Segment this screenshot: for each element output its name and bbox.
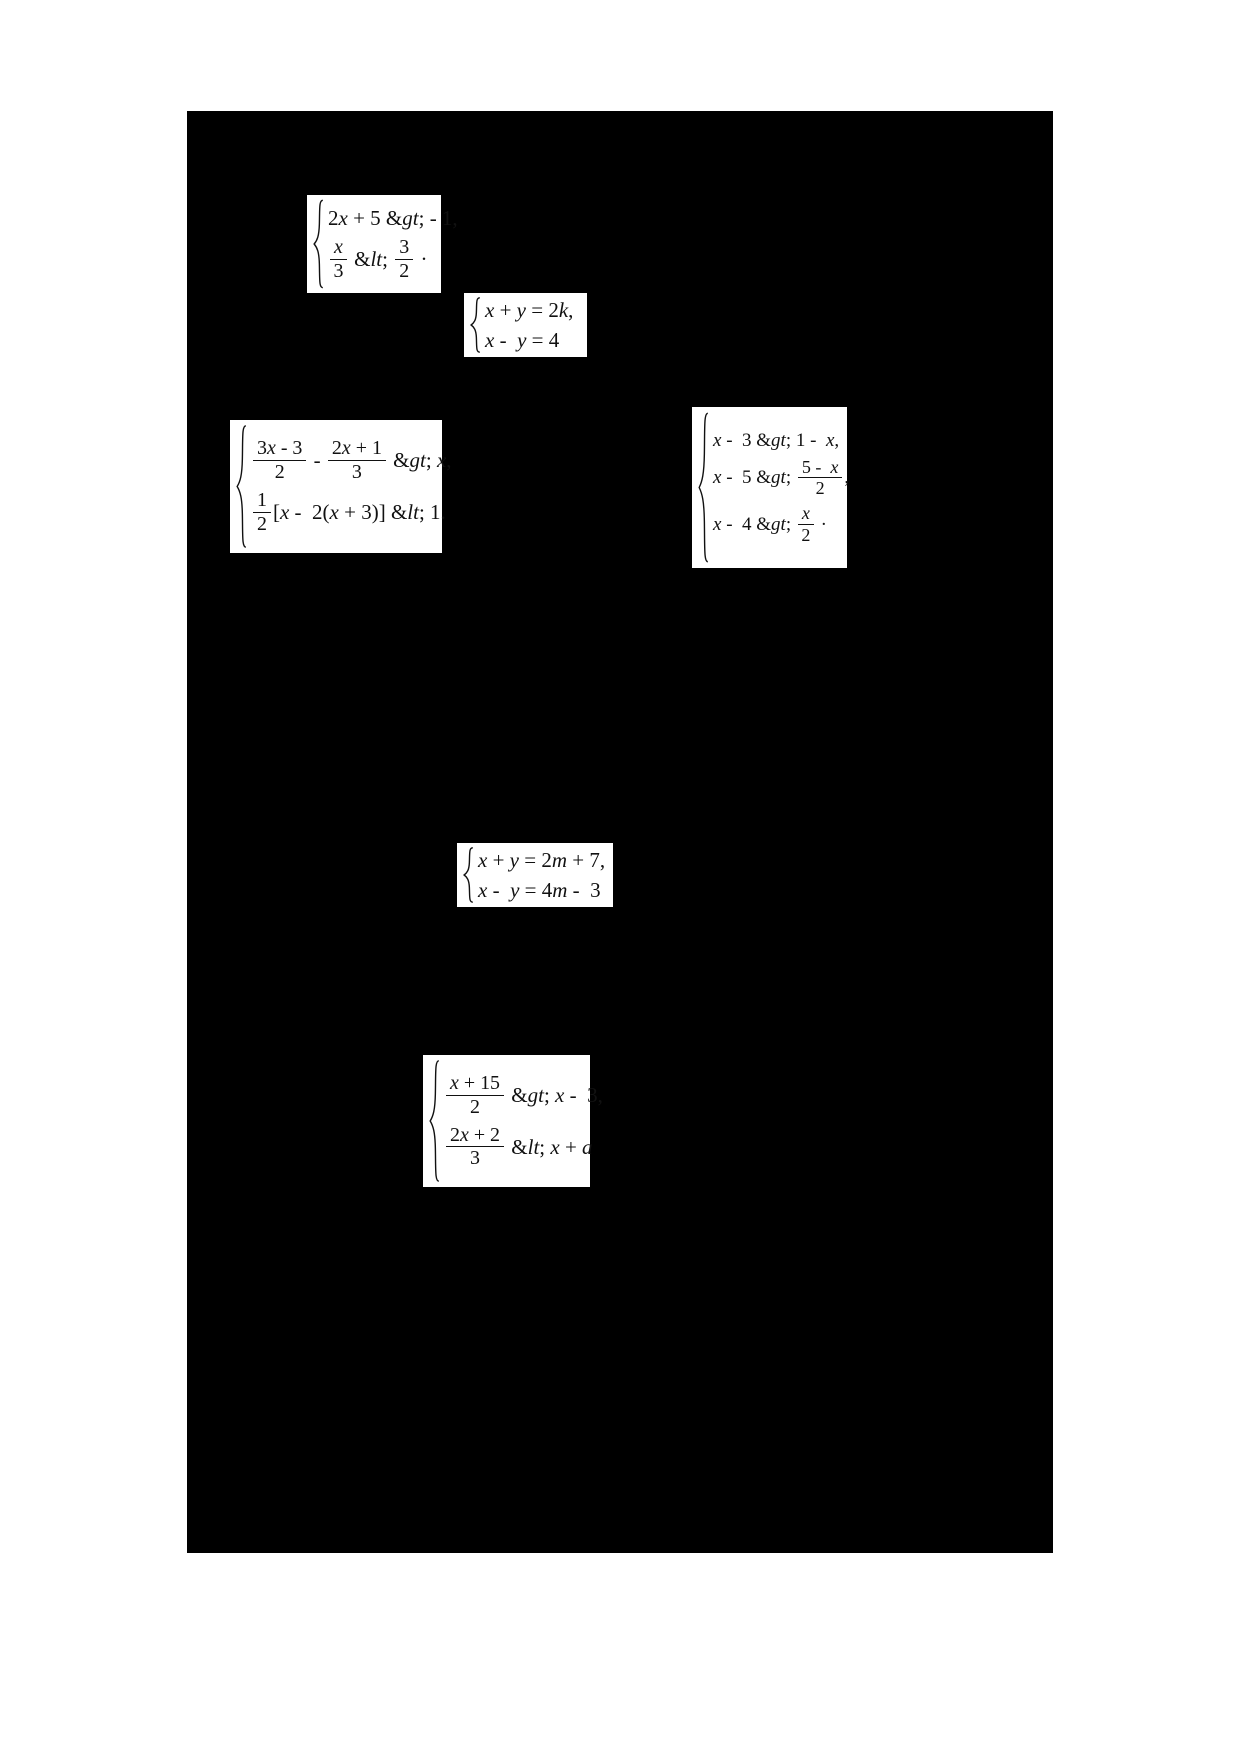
left-brace-icon [428, 1059, 441, 1183]
fraction-numerator: 2x + 1 [328, 438, 386, 461]
fraction-denominator: 3 [333, 260, 344, 283]
fraction-denominator: 2 [257, 512, 267, 535]
fraction-numerator: 2x + 2 [446, 1125, 504, 1148]
math-text: - [308, 448, 326, 473]
fraction-denominator: 2 [815, 478, 825, 499]
fraction-numerator: x + 15 [446, 1073, 504, 1096]
fraction [798, 504, 814, 545]
math-text: [x - 2(x + 3)] &lt; 1. [272, 500, 446, 525]
math-line [251, 438, 452, 483]
equation-box-3 [230, 420, 452, 553]
math-line [713, 458, 849, 499]
math-text: x - y = 4m - 3 [478, 877, 601, 902]
math-line [485, 298, 581, 322]
math-line [478, 848, 607, 872]
math-text: x - 5 &gt; [713, 467, 796, 489]
math-line [328, 237, 458, 282]
fraction-numerator: x [330, 237, 347, 260]
math-text: , [844, 467, 850, 489]
math-line [713, 504, 849, 545]
system-lines [328, 199, 458, 289]
equation-box-5 [457, 843, 613, 907]
math-line [328, 206, 458, 230]
fraction [798, 458, 843, 499]
math-text: x - 3 &gt; 1 - x, [713, 429, 840, 451]
math-line [713, 430, 849, 452]
equation-box-4 [692, 407, 850, 568]
system-lines [478, 847, 607, 903]
fraction-denominator: 3 [470, 1147, 480, 1170]
system-lines [444, 1059, 603, 1183]
math-text: · [415, 247, 428, 272]
page-background-panel [187, 111, 1053, 1553]
fraction-denominator: 2 [399, 260, 410, 283]
math-line [444, 1125, 603, 1170]
fraction [328, 438, 386, 483]
fraction [446, 1073, 504, 1118]
left-brace-icon [462, 847, 475, 903]
fraction [253, 438, 306, 483]
left-brace-icon [235, 424, 248, 549]
left-brace-icon [469, 297, 482, 353]
fraction-denominator: 2 [470, 1095, 480, 1118]
fraction-denominator: 3 [351, 461, 362, 484]
math-line [478, 878, 607, 902]
fraction-numerator: 1 [253, 490, 271, 513]
math-text: &lt; x + a [506, 1134, 593, 1159]
math-text: 2x + 5 &gt; - 1, [328, 205, 458, 230]
math-text: &gt; x - 3, [506, 1082, 603, 1107]
left-brace-icon [697, 411, 710, 564]
math-text: x - y = 4 [485, 327, 560, 352]
math-text: · [815, 513, 827, 535]
system-lines [251, 424, 452, 549]
system-lines [713, 411, 849, 564]
fraction [253, 490, 271, 535]
equation-box-1 [307, 195, 458, 293]
math-text: x + y = 2k, [485, 298, 574, 323]
math-line [251, 490, 452, 535]
math-text: &gt; x, [387, 448, 452, 473]
fraction [395, 237, 413, 282]
fraction-denominator: 2 [274, 461, 285, 484]
fraction-numerator: x [798, 504, 814, 525]
math-line [444, 1073, 603, 1118]
system-lines [485, 297, 581, 353]
fraction-numerator: 3 [395, 237, 413, 260]
equation-box-6 [423, 1055, 603, 1187]
math-line [485, 328, 581, 352]
math-text: x + y = 2m + 7, [478, 848, 606, 873]
fraction [330, 237, 347, 282]
math-text: x - 4 &gt; [713, 513, 796, 535]
math-text: &lt; [348, 247, 394, 272]
fraction [446, 1125, 504, 1170]
fraction-numerator: 5 - x [798, 458, 843, 479]
fraction-numerator: 3x - 3 [253, 438, 306, 461]
left-brace-icon [312, 199, 325, 289]
equation-box-2 [464, 293, 587, 357]
fraction-denominator: 2 [801, 525, 811, 546]
